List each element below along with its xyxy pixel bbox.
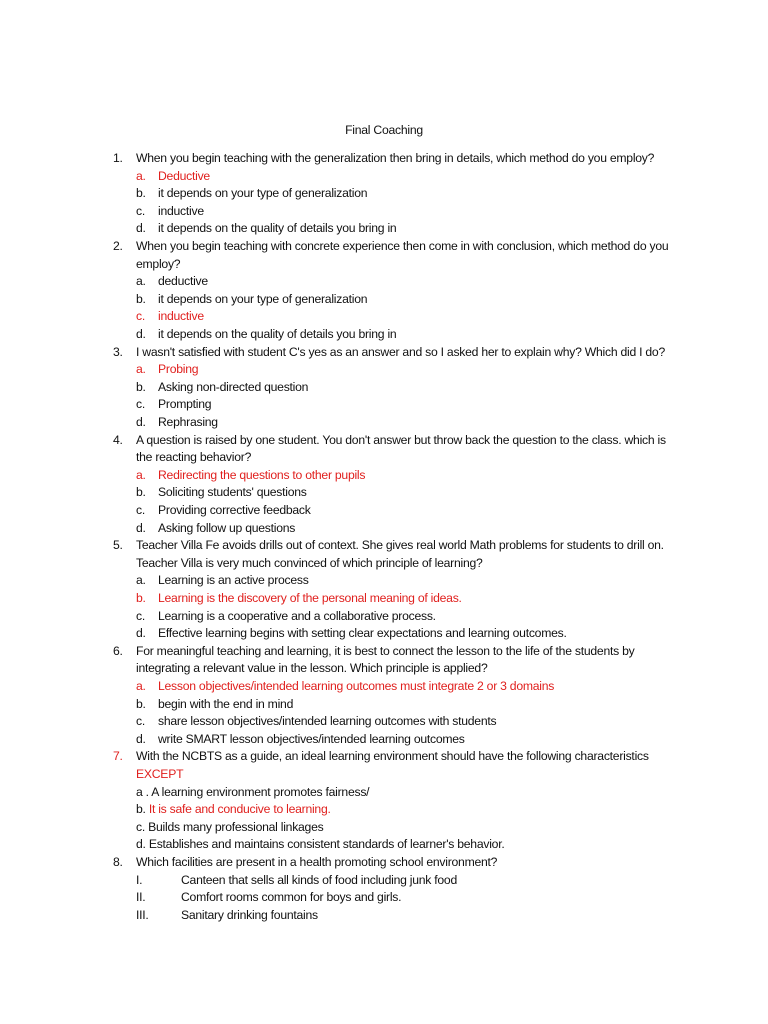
page-title: Final Coaching (345, 123, 423, 137)
option-letter: b. (136, 186, 146, 200)
option-text: Deductive (158, 169, 210, 183)
option-text: write SMART lesson objectives/intended learning outcomes (158, 732, 465, 746)
option-letter: a. (136, 362, 146, 376)
option-text: Probing (158, 362, 199, 376)
option-text: Soliciting students' questions (158, 485, 307, 499)
option-line (136, 819, 323, 835)
question-number: 6. (113, 644, 123, 658)
except-label: EXCEPT (136, 767, 184, 781)
question-text: When you begin teaching with concrete experience then come in with conclusion, which method do you (136, 239, 669, 253)
question-text: the reacting behavior? (136, 450, 252, 464)
option-text: it depends on your type of generalization (158, 292, 368, 306)
option-prefix: a . (136, 785, 152, 799)
option-line (136, 836, 504, 852)
option-letter: a. (136, 573, 146, 587)
option-letter: d. (136, 626, 146, 640)
option-text: it depends on your type of generalization (158, 186, 368, 200)
option-letter: c. (136, 309, 145, 323)
option-letter: b. (136, 591, 146, 605)
option-text: Learning is the discovery of the personal meaning of ideas. (158, 591, 462, 605)
question-number: 8. (113, 855, 123, 869)
option-prefix: b. (136, 802, 149, 816)
option-text: Lesson objectives/intended learning outcomes must integrate 2 or 3 domains (158, 679, 555, 693)
option-text: Prompting (158, 397, 212, 411)
roman-item-text: Canteen that sells all kinds of food including junk food (181, 873, 457, 887)
roman-item-text: Comfort rooms common for boys and girls. (181, 890, 402, 904)
option-text: share lesson objectives/intended learning outcomes with students (158, 714, 497, 728)
option-text: Asking non-directed question (158, 380, 309, 394)
question-text: Teacher Villa Fe avoids drills out of context. She gives real world Math problems for students to drill on. (136, 538, 664, 552)
option-letter: c. (136, 204, 145, 218)
question-text: integrating a relevant value in the lesson. Which principle is applied? (136, 661, 488, 675)
option-text: Redirecting the questions to other pupils (158, 468, 366, 482)
question-number: 3. (113, 345, 123, 359)
option-text: Builds many professional linkages (148, 820, 324, 834)
option-text: Learning is a cooperative and a collaborative process. (158, 609, 436, 623)
option-text: A learning environment promotes fairness/ (151, 785, 370, 799)
question-text: With the NCBTS as a guide, an ideal learning environment should have the following characteristics (136, 749, 649, 763)
option-text: Asking follow up questions (158, 521, 296, 535)
option-text: Learning is an active process (158, 573, 309, 587)
question-text: Which facilities are present in a health promoting school environment? (136, 855, 498, 869)
option-letter: b. (136, 697, 146, 711)
option-letter: c. (136, 503, 145, 517)
option-line (136, 784, 369, 800)
option-letter: b. (136, 380, 146, 394)
option-letter: d. (136, 327, 146, 341)
option-text: Effective learning begins with setting clear expectations and learning outcomes. (158, 626, 567, 640)
option-text: begin with the end in mind (158, 697, 294, 711)
roman-numeral: II. (136, 890, 146, 904)
roman-numeral: I. (136, 873, 143, 887)
option-prefix: c. (136, 820, 149, 834)
option-letter: b. (136, 485, 146, 499)
option-text: inductive (158, 204, 204, 218)
option-letter: a. (136, 169, 146, 183)
question-number: 2. (113, 239, 123, 253)
question-text: I wasn't satisfied with student C's yes as an answer and so I asked her to explain why? Which did I do? (136, 345, 665, 359)
question-number: 7. (113, 749, 123, 763)
option-letter: d. (136, 521, 146, 535)
option-text: deductive (158, 274, 208, 288)
question-text: Teacher Villa is very much convinced of which principle of learning? (136, 556, 483, 570)
option-text: it depends on the quality of details you bring in (158, 221, 397, 235)
question-text: A question is raised by one student. You don't answer but throw back the question to the class. which is (136, 433, 666, 447)
question-text: For meaningful teaching and learning, it is best to connect the lesson to the life of the students by (136, 644, 635, 658)
option-letter: c. (136, 609, 145, 623)
option-letter: a. (136, 679, 146, 693)
option-letter: a. (136, 468, 146, 482)
option-letter: a. (136, 274, 146, 288)
roman-item-text: Sanitary drinking fountains (181, 908, 318, 922)
roman-numeral: III. (136, 908, 149, 922)
question-number: 5. (113, 538, 123, 552)
option-letter: c. (136, 397, 145, 411)
option-letter: d. (136, 732, 146, 746)
option-text: It is safe and conducive to learning. (148, 802, 331, 816)
option-text: Providing corrective feedback (158, 503, 311, 517)
option-text: it depends on the quality of details you bring in (158, 327, 397, 341)
question-text: When you begin teaching with the generalization then bring in details, which method do you employ? (136, 151, 655, 165)
option-letter: d. (136, 221, 146, 235)
option-prefix: d. (136, 837, 149, 851)
option-text: Rephrasing (158, 415, 218, 429)
option-letter: b. (136, 292, 146, 306)
question-number: 4. (113, 433, 123, 447)
option-line (136, 801, 331, 817)
option-text: Establishes and maintains consistent standards of learner's behavior. (148, 837, 505, 851)
option-letter: d. (136, 415, 146, 429)
option-text: inductive (158, 309, 204, 323)
question-text: employ? (136, 257, 181, 271)
option-letter: c. (136, 714, 145, 728)
question-number: 1. (113, 151, 123, 165)
